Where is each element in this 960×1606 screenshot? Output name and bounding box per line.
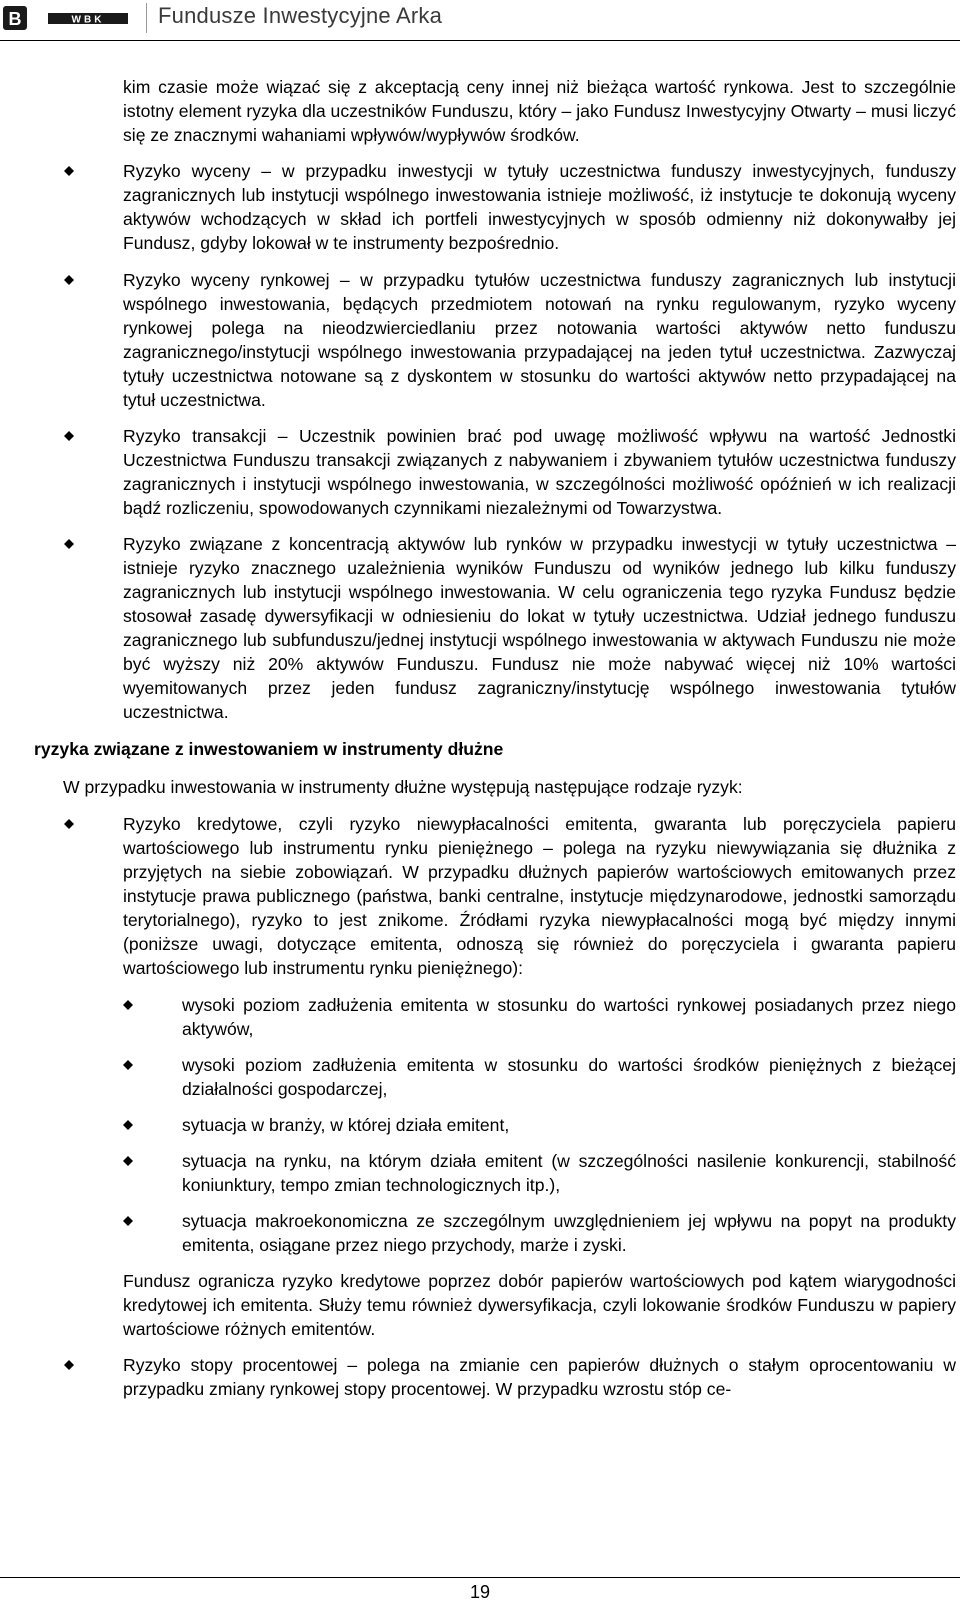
diamond-bullet-icon bbox=[123, 1000, 133, 1010]
diamond-bullet-icon bbox=[123, 1156, 133, 1166]
risk-market-valuation: Ryzyko wyceny rynkowej – w przypadku tytułów uczestnictwa funduszy zagranicznych lub instytucji wspólnego inwestowania, będących przedmiotem notowań na rynku regulowanym, ryzyko wyceny rynkowej polega na nieodzwierciedlaniu przez notowania wartości aktywów netto funduszu zagranicznego/instytucji wspólnego inwestowania przypadającej na jeden tytuł uczestnictwa. Zazwyczaj tytuły uczestnictwa notowane są z dyskontem w stosunku do wartości aktywów netto przypadającej na tytuł uczestnictwa. bbox=[123, 270, 956, 410]
list-item bbox=[0, 532, 960, 724]
header-rule bbox=[0, 40, 960, 41]
credit-source: sytuacja makroekonomiczna ze szczególnym uwzględnieniem jej wpływu na popyt na produkty emitenta, osiągane przez niego przychody, marże i zyski. bbox=[182, 1211, 956, 1255]
diamond-bullet-icon bbox=[123, 1216, 133, 1226]
list-item bbox=[0, 812, 960, 980]
list-item bbox=[0, 1113, 960, 1137]
list-item bbox=[0, 1209, 960, 1257]
header-separator bbox=[146, 3, 147, 33]
page-body bbox=[0, 75, 960, 1401]
diamond-bullet-icon bbox=[64, 539, 74, 549]
footer-rule bbox=[0, 1577, 960, 1578]
list-item bbox=[0, 1149, 960, 1197]
credit-summary: Fundusz ogranicza ryzyko kredytowe poprzez dobór papierów wartościowych pod kątem wiarygodności kredytowej ich emitenta. Służy temu również dywersyfikacja, czyli lokowanie środków Funduszu w papiery wartościowe różnych emitentów. bbox=[123, 1271, 956, 1339]
credit-source: wysoki poziom zadłużenia emitenta w stosunku do wartości rynkowej posiadanych przez niego aktywów, bbox=[182, 995, 956, 1039]
credit-source: sytuacja w branży, w której działa emitent, bbox=[182, 1115, 510, 1135]
risk-credit: Ryzyko kredytowe, czyli ryzyko niewypłacalności emitenta, gwaranta lub poręczyciela papieru wartościowego lub instrumentu rynku pieniężnego – polega na ryzyku niewywiązania się dłużnika z przyjętych na siebie zobowiązań. W przypadku dłużnych papierów wartościowych emitowanych przez instytucje prawa publicznego (państwa, banki centralne, instytucje międzynarodowe, jednostki samorządu terytorialnego), ryzyko to jest znikome. Źródłami ryzyka niewypłacalności mogą być między innymi (poniższe uwagi, dotyczące emitenta, odnoszą się również do poręczyciela i gwaranta papieru wartościowego lub instrumentu rynku pieniężnego): bbox=[123, 814, 956, 978]
diamond-bullet-icon bbox=[64, 166, 74, 176]
diamond-bullet-icon bbox=[123, 1120, 133, 1130]
bzwbk-logo bbox=[2, 5, 132, 31]
section-intro: W przypadku inwestowania w instrumenty dłużne występują następujące rodzaje ryzyk: bbox=[63, 777, 743, 797]
svg-text:B: B bbox=[8, 9, 22, 29]
diamond-bullet-icon bbox=[64, 431, 74, 441]
risk-transaction: Ryzyko transakcji – Uczestnik powinien brać pod uwagę możliwość wpływu na wartość Jednostki Uczestnictwa Funduszu transakcji związanych z nabywaniem i zbywaniem tytułów uczestnictwa funduszy zagranicznych i instytucji wspólnego inwestowania, w szczególności możliwość opóźnień w ich realizacji bądź rozliczeniu, spowodowanych czynnikami niezależnymi od Towarzystwa. bbox=[123, 426, 956, 518]
list-item bbox=[0, 993, 960, 1041]
list-item bbox=[0, 159, 960, 255]
risk-concentration: Ryzyko związane z koncentracją aktywów lub rynków w przypadku inwestycji w tytuły uczestnictwa – istnieje ryzyko znacznego uzależnienia wyników Funduszu od wyników jednego lub kilku funduszy zagranicznych lub instytucji wspólnego inwestowania. W celu ograniczenia tego ryzyka Fundusz będzie stosował zasadę dywersyfikacji w odniesieniu do lokat w tytuły uczestnictwa. Udział jednego funduszu zagranicznego lub subfunduszu/jednej instytucji wspólnego inwestowania w aktywach Funduszu nie może być wyższy niż 20% aktywów Funduszu. Fundusz nie może nabywać więcej niż 10% wartości wyemitowanych przez jeden fundusz zagraniczny/instytucję wspólnego inwestowania tytułów uczestnictwa. bbox=[123, 534, 956, 722]
section-heading: ryzyka związane z inwestowaniem w instrumenty dłużne bbox=[34, 739, 504, 759]
header-title: Fundusze Inwestycyjne Arka bbox=[158, 3, 443, 28]
page-header bbox=[0, 0, 960, 42]
credit-source: wysoki poziom zadłużenia emitenta w stosunku do wartości środków pieniężnych z bieżącej działalności gospodarczej, bbox=[182, 1055, 956, 1099]
list-item bbox=[0, 1353, 960, 1401]
page-number: 19 bbox=[469, 1582, 491, 1602]
list-item bbox=[0, 424, 960, 520]
list-item bbox=[0, 1053, 960, 1101]
risk-interest-rate: Ryzyko stopy procentowej – polega na zmianie cen papierów dłużnych o stałym oprocentowaniu w przypadku zmiany rynkowej stopy procentowej. W przypadku wzrostu stóp ce- bbox=[123, 1355, 956, 1399]
credit-source: sytuacja na rynku, na którym działa emitent (w szczególności nasilenie konkurencji, stabilność koniunktury, tempo zmian technologicznych itp.), bbox=[182, 1151, 956, 1195]
diamond-bullet-icon bbox=[123, 1060, 133, 1070]
continuation-paragraph: kim czasie może wiązać się z akceptacją ceny innej niż bieżąca wartość rynkowa. Jest to szczególnie istotny element ryzyka dla uczestników Funduszu, który – jako Fundusz Inwestycyjny Otwarty – musi liczyć się ze znacznymi wahaniami wpływów/wypływów środków. bbox=[123, 77, 956, 145]
diamond-bullet-icon bbox=[64, 1360, 74, 1370]
diamond-bullet-icon bbox=[64, 275, 74, 285]
risk-valuation: Ryzyko wyceny – w przypadku inwestycji w tytuły uczestnictwa funduszy inwestycyjnych, funduszy zagranicznych lub instytucji wspólnego inwestowania istnieje możliwość, iż instytucje te dokonują wyceny aktywów wchodzących w skład ich portfeli inwestycyjnych w sposób odmienny niż dokonywałby jej Fundusz, gdyby lokował w te instrumenty bezpośrednio. bbox=[123, 161, 956, 253]
list-item bbox=[0, 268, 960, 412]
svg-text:WBK: WBK bbox=[71, 14, 105, 26]
diamond-bullet-icon bbox=[64, 819, 74, 829]
